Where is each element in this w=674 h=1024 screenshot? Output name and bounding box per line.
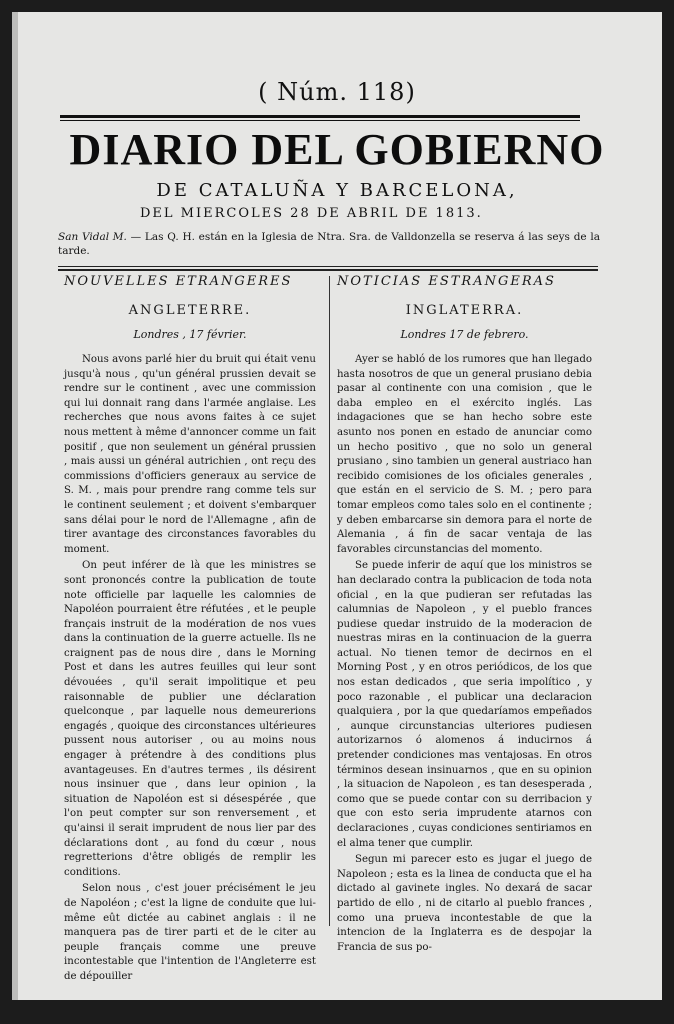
saint-notice: San Vidal M. — Las Q. H. están en la Iglesia de Ntra. Sra. de Valldonzella se reserva á las seys de la tarde.: [58, 231, 600, 257]
article-paragraph: Ayer se habló de los rumores que han llegado hasta nosotros de que un general prusiano debia pasar al continente con una comision , que le daba empleo en el exército inglés. Las indagaciones que se han hecho sobre este asunto nos ponen en estado de anunciar como un hecho positivo , que no solo un general prusiano , sino tambien un general austriaco han recibido comisiones de los oficiales generales , que están en el servicio de S. M. ; pero para tomar empleos como tales solo en el continente ; y deben embarcarse sin demora para el norte de Alemania , á fin de sacar ventaja de las favorables circunstancias del momento.: [337, 354, 592, 555]
newspaper-page: [12, 12, 662, 1000]
country-heading: INGLATERRA.: [405, 303, 524, 318]
spanish-column: [337, 274, 592, 957]
issue-date: DEL MIERCOLES 28 DE ABRIL DE 1813.: [140, 206, 483, 221]
article-paragraph: Nous avons parlé hier du bruit qui était venu jusqu'à nous , qu'un général prussien devait se rendre sur le continent , avec une commission qui lui donnait rang dans l'armée anglaise. Les recherches que nous avons faites à ce sujet nous mettent à même d'annoncer comme un fait positif , que non seulement un général prussien , mais aussi un général autrichien , ont reçu des commissions d'officiers generaux au service de S. M. , mais pour prendre rang comme tels sur le continent seulement ; et doivent s'embarquer sans délai pour le nord de l'Allemagne , afin de tirer avantage des circonstances favorables du moment.: [64, 354, 316, 555]
article-paragraph: Segun mi parecer esto es jugar el juego de Napoleon ; esta es la linea de conducta que el ha dictado al gavinete ingles. No dexará de sacar partido de ello , ni de citarlo al pueblo frances , como una prueva incontestable de que la intencion de la Inglaterra es de despojar la Francia de sus po-: [337, 854, 592, 953]
dateline: Londres 17 de febrero.: [400, 328, 529, 341]
masthead-rule-thin: [60, 120, 580, 121]
section-heading: NOUVELLES ETRANGERES: [64, 274, 293, 289]
header-divider-thin: [58, 266, 598, 267]
section-heading: NOTICIAS ESTRANGERAS: [337, 274, 556, 289]
french-column: [64, 274, 316, 987]
saint-notice-text: Las Q. H. están en la Iglesia de Ntra. Sra. de Valldonzella se reserva á las seys de la tarde.: [58, 231, 600, 257]
column-divider: [329, 276, 330, 926]
dateline: Londres , 17 février.: [133, 328, 247, 341]
article-paragraph: On peut inférer de là que les ministres se sont prononcés contre la publication de toute note officielle par laquelle les calomnies de Napoléon pourraient être réfutées , et le peuple français instruit de la modération de nos vues dans la continuation de la guerre actuelle. Ils ne craignent pas de nous dire , dans le Morning Post et dans les autres feuilles qui leur sont dévouées , qu'il serait impolitique et peu raisonnable de publier une déclaration quelconque , par laquelle nous demeurerions engagés , quoique des circonstances ultérieures pussent nous autoriser , ou au moins nous engager à prétendre à des conditions plus avantageuses. En d'autres termes , ils désirent nous insinuer que , dans leur opinion , la situation de Napoléon est si désespérée , que l'on peut compter sur son renversement , et qu'ainsi il serait imprudent de nous lier par des déclarations dont , au fond du cœur , nous regretterions d'être obligés de remplir les conditions.: [64, 560, 316, 878]
article-paragraph: Selon nous , c'est jouer précisément le jeu de Napoléon ; c'est la ligne de conduite que lui-même eût dictée au cabinet anglais : il ne manquera pas de tirer parti et de le citer au peuple français comme une preuve incontestable que l'intention de l'Angleterre est de dépouiller: [64, 883, 316, 982]
masthead-rule-thick: [60, 115, 580, 118]
issue-number: ( Núm. 118): [258, 78, 416, 106]
masthead-title: DIARIO DEL GOBIERNO: [69, 125, 605, 174]
article-paragraph: Se puede inferir de aquí que los ministros se han declarado contra la publicacion de toda nota oficial , en la que pudieran ser refutadas las calumnias de Napoleon , y el pueblo frances pudiese quedar instruido de la moderacion de nuestras miras en la continuacion de la guerra actual. No tienen temor de decirnos en el Morning Post , y en otros periódicos, de los que nos estan dedicados , que seria impolítico , y poco razonable , el publicar una declaracion qualquiera , por la que quedaríamos empeñados , aunque circunstancias ulteriores pudiesen autorizarnos ó alomenos á inducirnos á pretender condiciones mas ventajosas. En otros términos desean insinuarnos , que en su opinion , la situacion de Napoleon , es tan desesperada , como que se puede contar con su derribacion y que con esto seria imprudente atarnos con declaraciones , cuyas condiciones sentiriamos en el alma tener que cumplir.: [337, 560, 592, 849]
header-divider-thick: [58, 269, 598, 271]
saint-name: San Vidal M.: [58, 231, 127, 243]
masthead-subtitle: DE CATALUÑA Y BARCELONA,: [156, 180, 518, 201]
country-heading: ANGLETERRE.: [128, 303, 252, 318]
